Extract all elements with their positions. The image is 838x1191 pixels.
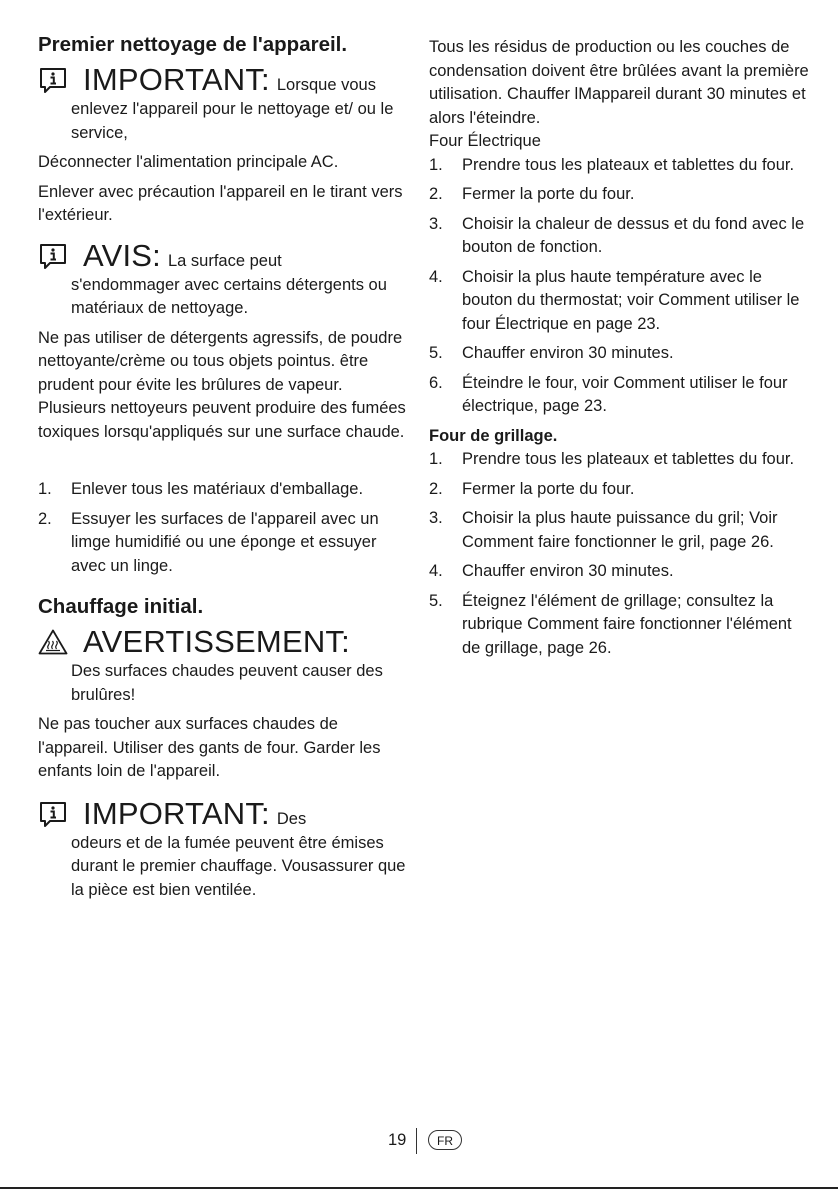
info-icon [38, 243, 68, 269]
important-label: IMPORTANT: [83, 795, 270, 831]
important-notice-2 [38, 796, 408, 903]
avis-text: s'endommager avec certains détergents ou matériaux de nettoyage. [71, 275, 387, 317]
list-item: 2. Fermer la porte du four. [429, 185, 635, 203]
list-item: 5. Chauffer environ 30 minutes. [429, 344, 674, 362]
warning-notice [38, 624, 408, 707]
footer-divider [416, 1128, 417, 1154]
list-item: 4. Chauffer environ 30 minutes. [429, 562, 674, 580]
info-icon [38, 801, 68, 827]
language-badge: FR [428, 1130, 462, 1150]
paragraph: Ne pas utiliser de détergents agressifs, de poudre nettoyante/crème ou tous objets pointus. être prudent pour évite les brûlures de vapeur. Plusieurs nettoyeurs peuvent produire des fumées toxiques lorsqu'appliqués sur une surface chaude. [38, 328, 406, 441]
list-item: 4. Choisir la plus haute température avec le bouton du thermostat; voir Comment utiliser le four Électrique en page 23. [429, 267, 800, 333]
grill-oven-steps [429, 448, 809, 660]
important-label: IMPORTANT: [83, 62, 270, 97]
important-lead-text: Des [276, 809, 307, 828]
avis-notice [38, 238, 408, 321]
paragraph: Tous les résidus de production ou les couches de condensation doivent être brûlées avant la première utilisation. Chauffer lMappareil durant 30 minutes et alors l'éteindre. [429, 38, 809, 127]
list-item: 1. Prendre tous les plateaux et tablettes du four. [429, 450, 795, 468]
warning-text: Des surfaces chaudes peuvent causer des brulûres! [71, 662, 383, 704]
list-item: 2. Essuyer les surfaces de l'appareil avec un limge humidifié ou une éponge et essuyer avec un linge. [38, 509, 379, 575]
page-number: 19 [388, 1131, 407, 1149]
paragraph: Déconnecter l'alimentation principale AC. [38, 153, 339, 171]
list-item: 5. Éteignez l'élément de grillage; consultez la rubrique Comment faire fonctionner l'élément de grillage, page 26. [429, 591, 792, 657]
info-icon [38, 67, 68, 93]
paragraph: Ne pas toucher aux surfaces chaudes de l'appareil. Utiliser des gants de four. Garder les enfants loin de l'appareil. [38, 715, 381, 780]
right-column [429, 36, 809, 666]
subheading-grill-oven: Four de grillage. [429, 426, 558, 445]
important-text: odeurs et de la fumée peuvent être émises durant le premier chauffage. Vousassurer que la pièce est bien ventilée. [71, 833, 406, 899]
bottom-rule [0, 1187, 838, 1189]
left-column [38, 32, 408, 902]
section-title-first-cleaning: Premier nettoyage de l'appareil. [38, 33, 348, 56]
page-footer [0, 1128, 838, 1152]
list-item: 3. Choisir la plus haute puissance du gril; Voir Comment faire fonctionner le gril, page 26. [429, 509, 778, 551]
list-item: 3. Choisir la chaleur de dessus et du fond avec le bouton de fonction. [429, 214, 805, 256]
cleaning-steps [38, 478, 408, 578]
list-item: 6. Éteindre le four, voir Comment utiliser le four électrique, page 23. [429, 373, 788, 415]
important-lead-text: Lorsque vous [276, 76, 376, 94]
list-item: 1. Enlever tous les matériaux d'emballage. [38, 480, 364, 498]
warning-label: AVERTISSEMENT: [83, 624, 350, 659]
section-title-initial-heating: Chauffage initial. [38, 595, 204, 618]
list-item: 2. Fermer la porte du four. [429, 479, 635, 498]
important-text: enlevez l'appareil pour le nettoyage et/ ou le service, [71, 100, 394, 142]
important-notice-1 [38, 62, 408, 145]
avis-label: AVIS: [83, 237, 161, 273]
list-item: 1. Prendre tous les plateaux et tablettes du four. [429, 155, 795, 174]
hot-surface-warning-icon [38, 629, 68, 655]
avis-lead-text: La surface peut [167, 251, 282, 270]
subheading-electric-oven: Four Électrique [429, 132, 541, 150]
paragraph: Enlever avec précaution l'appareil en le tirant vers l'extérieur. [38, 182, 403, 224]
electric-oven-steps [429, 154, 809, 419]
